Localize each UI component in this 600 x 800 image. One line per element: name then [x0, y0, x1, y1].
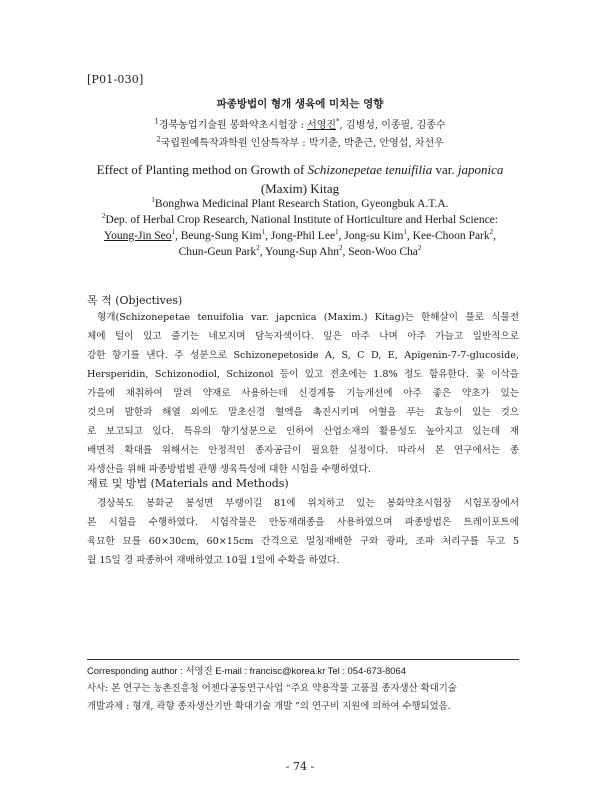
- english-title: [60, 160, 540, 198]
- author-list: , 김병성, 이종필, 김종수: [339, 120, 446, 131]
- objectives-paragraph: [87, 308, 519, 479]
- paragraph-line: 강한 향기를 낸다. 주 성분으로 Schizonepetoside A, S, C D, E, Apigenin-7-7-glucoside,: [87, 350, 519, 361]
- affiliation-superscript: 2: [156, 135, 161, 144]
- affiliation-superscript: 2: [102, 212, 106, 221]
- english-title-text: Effect of Planting method on Growth of: [96, 162, 308, 177]
- abstract-code: [P01-030]: [87, 73, 144, 86]
- methods-paragraph: [87, 494, 519, 570]
- corresponding-author: Corresponding author : 서영진 E-mail : francisc@korea.kr Tel : 054-673-8064: [87, 665, 406, 676]
- author-name: , Seon-Woo Cha: [342, 246, 418, 258]
- author-superscript: 1: [261, 228, 266, 237]
- acknowledgement-line-1: 사사: 본 연구는 농촌진흥청 어젠다공동연구사업 “주요 약용작물 고품질 종자생산 확대기술: [87, 683, 457, 694]
- author-name: Chun-Geun Park: [178, 246, 257, 258]
- english-title-var: var.: [432, 162, 458, 177]
- paragraph-line: 육묘한 묘를 60×30cm, 60×15cm 간격으로 멀칭재배한 구와 광파, 조파 처리구를 두고 5: [87, 536, 519, 547]
- objectives-heading: 목 적 (Objectives): [87, 294, 183, 307]
- korean-affiliation-2: [0, 134, 600, 149]
- korean-affiliation-1: [0, 116, 600, 131]
- corresponding-mark: *: [336, 117, 340, 126]
- affiliation-text: Bonghwa Medicinal Plant Research Station, Gyeongbuk A.T.A.: [154, 198, 449, 210]
- author-superscript: 2: [256, 244, 260, 253]
- affiliation-superscript: 1: [154, 117, 159, 126]
- affiliation-text: Dep. of Herbal Crop Research, National Institute of Horticulture and Herbal Science:: [105, 214, 498, 226]
- affiliation-org: 국립원예특작과학원 인삼특작부 :: [160, 138, 309, 149]
- author-name: ,: [493, 230, 496, 242]
- paragraph-line: 경상북도 봉화군 봉성면 부랭이길 81에 위치하고 있는 봉화약초시험장 시험포장에서: [97, 498, 519, 509]
- methods-heading: 재료 및 방법 (Materials and Methods): [87, 477, 289, 490]
- english-affiliation-1: [60, 196, 540, 212]
- lead-author: 서영진: [307, 120, 337, 131]
- author-name: , Beung-Sung Kim: [175, 230, 262, 242]
- paragraph-line: 로 보고되고 있다. 특유의 향기성분으로 인하여 산업소재의 활용성도 높아지고 있는데 재: [87, 426, 519, 437]
- author-name: , Jong-su Kim: [338, 230, 404, 242]
- english-title-variety: japonica: [457, 162, 504, 177]
- english-affiliation-2: [60, 212, 540, 260]
- author-name: , Jong-Phil Lee: [265, 230, 336, 242]
- author-list: 박기춘, 박춘근, 안영섭, 차선우: [308, 138, 444, 149]
- author-superscript: 1: [403, 228, 407, 237]
- author-superscript: 1: [171, 228, 176, 237]
- english-title-species: Schizonepetae tenuifilia: [307, 162, 433, 177]
- paragraph-line: Hersperidin, Schizonodiol, Schizonol 등이 있고 전초에는 1.8% 정도 함유한다. 꽃 이삭을: [87, 369, 519, 380]
- paragraph-line: 것으며 발한과 해열 외에도 말초신경 혈액을 촉진시키며 어혈을 푸는 효능이 있는 것으: [87, 407, 519, 418]
- english-title-authority: (Maxim) Kitag: [260, 181, 340, 196]
- author-name: , Young-Sup Ahn: [259, 246, 339, 258]
- affiliation-org: 경북농업기술원 봉화약초시험장 :: [158, 120, 308, 131]
- paragraph-line: 배면적 확대를 위해서는 안정적인 종자공급이 필요한 실정이다. 따라서 본 연구에서는 종: [87, 445, 519, 456]
- korean-title: 파종방법이 형개 생육에 미치는 영향: [216, 98, 384, 110]
- author-list-line1: [175, 230, 496, 242]
- author-superscript: 2: [338, 244, 343, 253]
- paragraph-line: 자생산을 위해 파종방법별 관행 생육특성에 대한 시험을 수행하였다.: [87, 464, 371, 475]
- acknowledgement-line-2: 개발과제 : 형개, 곽향 종자생산기반 확대기술 개발 ”의 연구비 지원에 의하여 수행되었음.: [87, 701, 451, 712]
- author-name: , Kee-Choon Park: [406, 230, 490, 242]
- author-superscript: 1: [335, 228, 339, 237]
- author-superscript: 2: [417, 244, 422, 253]
- paragraph-line: 체에 털이 있고 줄기는 네모지며 담녹자색이다. 잎은 마주 나며 아주 가늘고 일반적으로: [87, 331, 519, 342]
- paragraph-line: 본 시험을 수행하였다. 시험작물은 안동재래종을 사용하였으며 파종방법은 트레이포트에: [87, 517, 519, 528]
- lead-author-english: Young-Jin Seo: [103, 230, 172, 242]
- author-list-line2: [179, 246, 422, 258]
- paragraph-line: 가을에 채취하여 말려 약재로 사용하는데 신경계통 기능개선에 아주 좋은 약초가 있는: [87, 388, 519, 399]
- affiliation-superscript: 1: [151, 196, 155, 205]
- paragraph-line: 형개(Schizonepetae tenuifolia var. japcnica (Maxim.) Kitag)는 한해살이 풀로 식물전: [97, 312, 519, 323]
- footnote-divider: [87, 659, 519, 660]
- paragraph-line: 월 15일 경 파종하여 재배하였고 10월 1일에 수확을 하였다.: [87, 555, 340, 566]
- author-superscript: 2: [489, 228, 494, 237]
- page-number: - 74 -: [285, 760, 315, 773]
